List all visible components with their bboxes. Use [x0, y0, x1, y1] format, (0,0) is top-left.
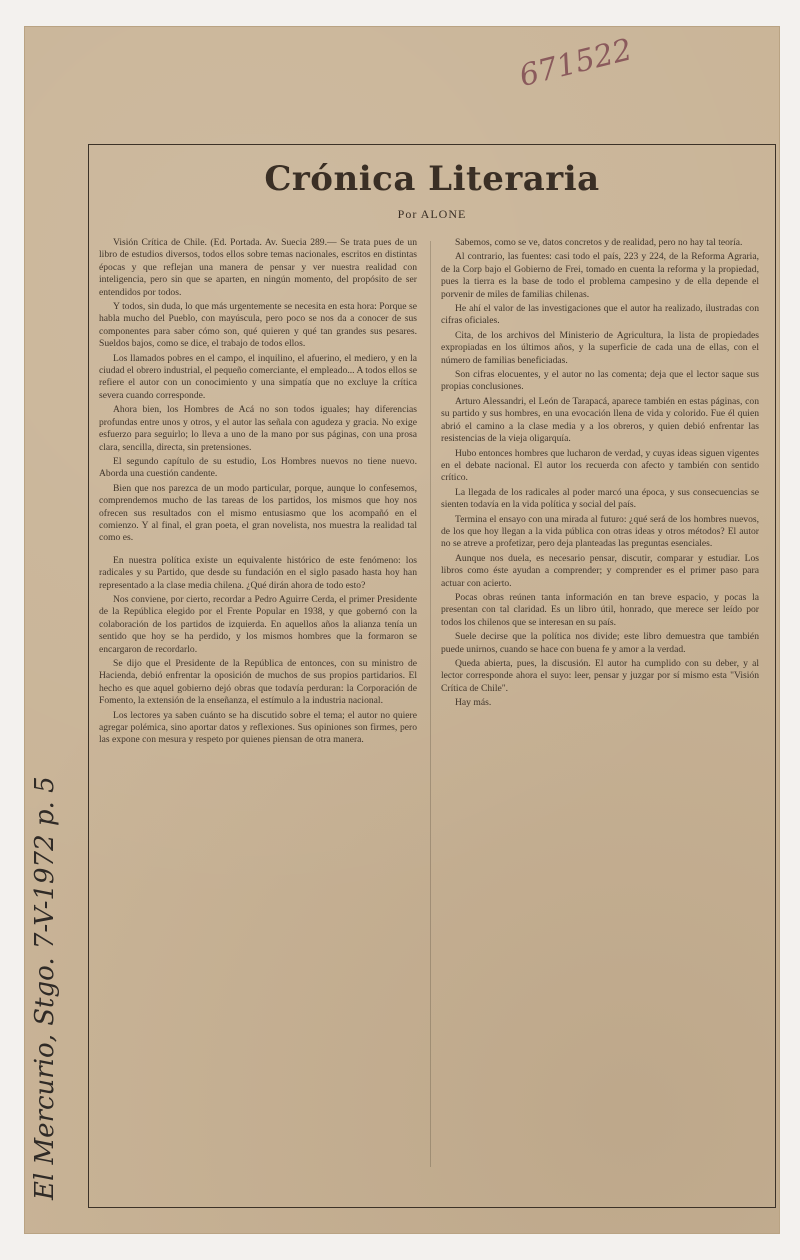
paragraph: Ahora bien, los Hombres de Acá no son todos iguales; hay diferencias profundas entre unos y otros, y el autor las señala con agudeza y gracia. No exige esfuerzo para seguirlo; lo lleva a uno de la mano por sus páginas, con una prosa clara, sencilla, directa, sin pretensiones.	[99, 404, 417, 453]
paragraph: Suele decirse que la política nos divide; este libro demuestra que también puede unirnos, cuando se hace con buena fe y amor a la verdad.	[441, 631, 759, 655]
article-byline: Por ALONE	[397, 207, 467, 221]
paragraph: Al contrario, las fuentes: casi todo el país, 223 y 224, de la Reforma Agraria, de la Corp bajo el Gobierno de Frei, tomado en cuenta la reforma y la propiedad, pues la tierra es la base de todo el problema campesino y de ella depende el porvenir de miles de familias chilenas.	[441, 251, 759, 300]
paragraph: El segundo capítulo de su estudio, Los Hombres nuevos no tiene nuevo. Aborda una cuestión candente.	[99, 455, 417, 480]
paragraph: Queda abierta, pues, la discusión. El autor ha cumplido con su deber, y al lector corresponde ahora el suyo: leer, pensar y juzgar por sí mismo esta "Visión Crítica de Chile".	[441, 658, 759, 694]
catalog-number-annotation: 671522	[516, 32, 636, 94]
paragraph: Visión Crítica de Chile. (Ed. Portada. Av. Suecia 289.— Se trata pues de un libro de estudios diversos, todos ellos sobre temas nacionales, escritos en distintas épocas y que reflejan una manera de pensar y ver nuestra realidad con inteligencia, pero sin que se aparten, en ningún momento, del propósito de ser entendidos por todos.	[99, 237, 417, 298]
paragraph: Hubo entonces hombres que lucharon de verdad, y cuyas ideas siguen vigentes en el debate nacional. El autor los recuerda con afecto y también con sentido crítico.	[441, 447, 759, 484]
article-title: Crónica Literaria	[264, 159, 600, 199]
column-divider	[430, 241, 431, 1167]
newspaper-clipping-sheet	[24, 26, 780, 1234]
paragraph: Pocas obras reúnen tanta información en tan breve espacio, y pocas la presentan con tal claridad. Es un libro útil, honrado, que merece ser leído por todos los chilenos que se interesan en su país.	[441, 591, 759, 628]
paragraph: He ahí el valor de las investigaciones que el autor ha realizado, ilustradas con cifras oficiales.	[441, 303, 759, 327]
paragraph: Son cifras elocuentes, y el autor no las comenta; deja que el lector saque sus propias conclusiones.	[441, 369, 759, 393]
paragraph: Hay más.	[455, 697, 492, 709]
paragraph: Cita, de los archivos del Ministerio de Agricultura, la lista de propiedades expropiadas en los últimos años, y la superficie de cada una de ellas, con el número de familias beneficiadas.	[441, 329, 759, 366]
paragraph: Bien que nos parezca de un modo particular, porque, aunque lo confesemos, comprendemos mucho de las tareas de los partidos, los mismos que hoy nos ofrecen sus resultados con el mismo entusiasmo que los acompañó en el comienzo. Y al final, el gran poeta, el gran novelista, nos muestra la realidad tal como es.	[99, 482, 417, 544]
paragraph: Sabemos, como se ve, datos concretos y de realidad, pero no hay tal teoría.	[455, 237, 743, 248]
paragraph: Termina el ensayo con una mirada al futuro: ¿qué será de los hombres nuevos, de los que hoy llegan a la vida pública con otras ideas y otros métodos? El autor no se atreve a profetizar, pero deja planteadas las preguntas esenciales.	[441, 513, 759, 550]
paragraph: En nuestra política existe un equivalente histórico de este fenómeno: los radicales y su Partido, que desde su fundación en el siglo pasado hasta hoy han representado a la clase media chilena. ¿Qué dirán ahora de todo esto?	[99, 554, 417, 591]
right-column	[441, 237, 759, 1193]
paragraph: Nos conviene, por cierto, recordar a Pedro Aguirre Cerda, el primer Presidente de la República elegido por el Frente Popular en 1938, y que gobernó con la colaboración de los partidos de izquierda. En aquellos años la alianza tenía un sentido que hoy se ha perdido, y los mismos hombres que la formaron se encargaron de recordarlo.	[99, 593, 417, 655]
source-note-annotation: El Mercurio, Stgo. 7-V-1972 p. 5	[30, 776, 60, 1200]
paragraph: Y todos, sin duda, lo que más urgentemente se necesita en esta hora: Porque se habla mucho del Pueblo, con mayúscula, pero poco se nos da a conocer de sus componentes para saber cómo son, qué quieren y qué tan grandes sus pesares. Sueldos bajos, como se dice, el trabajo de todos ellos.	[99, 301, 417, 350]
left-column	[99, 237, 417, 1193]
paragraph: Aunque nos duela, es necesario pensar, discutir, comparar y estudiar. Los libros como éste ayudan a comprender; y comprender es el primer paso para actuar con acierto.	[441, 552, 759, 589]
article-frame	[88, 144, 776, 1208]
paragraph: Se dijo que el Presidente de la República de entonces, con su ministro de Hacienda, debió enfrentar la oposición de muchos de sus propios partidarios. El hecho es que aquel gobierno dejó obras que todavía perduran: la Corporación de Fomento, la extensión de la enseñanza, el estímulo a la industria nacional.	[99, 658, 417, 707]
paragraph: Arturo Alessandri, el León de Tarapacá, aparece también en estas páginas, con su partido y sus hombres, en una evocación llena de vida y colorido. Fue él quien abrió el camino a la clase media y a los obreros, y quien debió enfrentar las resistencias de la vieja oligarquía.	[441, 395, 759, 445]
paragraph: Los lectores ya saben cuánto se ha discutido sobre el tema; el autor no quiere agregar polémica, sino aportar datos y reflexiones. Sus opiniones son firmes, pero las expone con mesura y respeto por quienes piensan de otra manera.	[99, 709, 417, 746]
paragraph: La llegada de los radicales al poder marcó una época, y sus consecuencias se sienten todavía en la vida política y social del país.	[441, 486, 759, 511]
paragraph: Los llamados pobres en el campo, el inquilino, el afuerino, el mediero, y en la ciudad el obrero industrial, el pequeño comerciante, el empleado... A todos ellos se refiere el autor con un conocimiento y una simpatía que no excluye la crítica severa cuando corresponde.	[99, 352, 417, 401]
